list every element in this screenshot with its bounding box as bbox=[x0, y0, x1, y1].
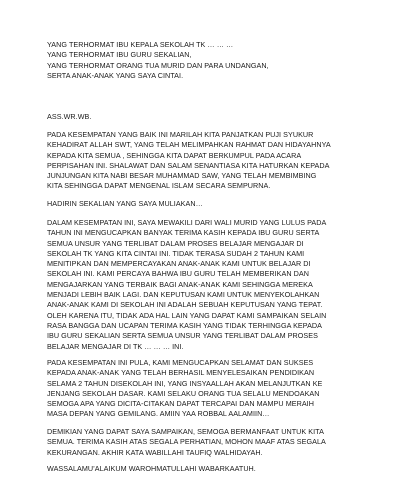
paragraph-line: SEKOLAH TK YANG KITA CINTAI INI. TIDAK TERASA SUDAH 2 TAHUN KAMI bbox=[47, 248, 305, 258]
closing-salam bbox=[47, 464, 387, 474]
paragraph-line: IBU GURU SEKALIAN SERTA SEMUA UNSUR YANG TERLIBAT DALAM PROSES bbox=[47, 331, 318, 341]
greeting-line: YANG TERHORMAT ORANG TUA MURID DAN PARA UNDANGAN, bbox=[47, 60, 269, 70]
greeting-line: YANG TERHORMAT IBU GURU SEKALIAN, bbox=[47, 50, 192, 60]
paragraph-line: ANAK-ANAK KAMI DI SEKOLAH INI ADALAH SEBUAH KEPUTUSAN YANG TEPAT. bbox=[47, 300, 323, 310]
paragraph-line: PERPISAHAN INI. SHALAWAT DAN SALAM SENANTIASA KITA HATURKAN KEPADA bbox=[47, 160, 330, 170]
greeting-block bbox=[47, 40, 387, 81]
greeting-line: SERTA ANAK-ANAK YANG SAYA CINTAI. bbox=[47, 70, 184, 80]
paragraph-line: KEKURANGAN. AKHIR KATA WABILLAHI TAUFIQ WALHIDAYAH. bbox=[47, 447, 263, 457]
paragraph-3 bbox=[47, 218, 387, 352]
paragraph-line: DALAM KESEMPATAN INI, SAYA MEWAKILI DARI WALI MURID YANG LULUS PADA bbox=[47, 218, 327, 227]
paragraph-line: SEMUA. TERIMA KASIH ATAS SEGALA PERHATIAN, MOHON MAAF ATAS SEGALA bbox=[47, 437, 326, 447]
closing-text: WASSALAMU’ALAIKUM WAROHMATULLAHI WABARKAATUH. bbox=[47, 464, 256, 473]
salam-text: ASS.WR.WB. bbox=[47, 112, 92, 121]
opening-salam bbox=[47, 112, 387, 122]
paragraph-line: SEMUA UNSUR YANG TERLIBAT DALAM PROSES BELAJAR MENGAJAR DI bbox=[47, 238, 304, 248]
paragraph-line: KEPADA KITA SEMUA , SEHINGGA KITA DAPAT BERKUMPUL PADA ACARA bbox=[47, 150, 302, 160]
paragraph-line: SEKOLAH INI. KAMI PERCAYA BAHWA IBU GURU TELAH MEMBERIKAN DAN bbox=[47, 269, 309, 279]
paragraph-line: HADIRIN SEKALIAN YANG SAYA MULIAKAN… bbox=[47, 199, 203, 208]
paragraph-line: KEHADIRAT ALLAH SWT, YANG TELAH MELIMPAHKAN RAHMAT DAN HIDAYAHNYA bbox=[47, 140, 331, 150]
paragraph-line: OLEH KARENA ITU, TIDAK ADA HAL LAIN YANG DAPAT KAMI SAMPAIKAN SELAIN bbox=[47, 310, 327, 320]
paragraph-line: MENGAJARKAN YANG TERBAIK BAGI ANAK-ANAK KAMI SEHINGGA MEREKA bbox=[47, 279, 313, 289]
paragraph-line: RASA BANGGA DAN UCAPAN TERIMA KASIH YANG TIDAK TERHINGGA KEPADA bbox=[47, 320, 323, 330]
paragraph-line: JENJANG SEKOLAH DASAR. KAMI SELAKU ORANG TUA SELALU MENDOAKAN bbox=[47, 388, 320, 398]
paragraph-line: KEPADA ANAK-ANAK YANG TELAH BERHASIL MENYELESAIKAN PENDIDIKAN bbox=[47, 368, 315, 378]
paragraph-line: MASA DEPAN YANG GEMILANG. AMIIN YAA ROBBAL AALAMIIN… bbox=[47, 409, 270, 419]
paragraph-4 bbox=[47, 358, 387, 420]
paragraph-1 bbox=[47, 130, 387, 192]
greeting-line: YANG TERHORMAT IBU KEPALA SEKOLAH TK … … … bbox=[47, 40, 234, 49]
paragraph-line: MENJADI LEBIH BAIK LAGI. DAN KEPUTUSAN KAMI UNTUK MENYEKOLAHKAN bbox=[47, 290, 320, 300]
paragraph-line: KITA SEHINGGA DAPAT MENGENAL ISLAM SECARA SEMPURNA. bbox=[47, 181, 271, 191]
paragraph-line: PADA KESEMPATAN INI PULA, KAMI MENGUCAPKAN SELAMAT DAN SUKSES bbox=[47, 358, 314, 367]
paragraph-line: SEMOGA APA YANG DICITA-CITAKAN DAPAT TERCAPAI DAN MAMPU MERAIH bbox=[47, 399, 314, 409]
paragraph-line: TAHUN INI MENGUCAPKAN BANYAK TERIMA KASIH KEPADA IBU GURU SERTA bbox=[47, 228, 320, 238]
paragraph-line: DEMIKIAN YANG DAPAT SAYA SAMPAIKAN, SEMOGA BERMANFAAT UNTUK KITA bbox=[47, 427, 324, 436]
paragraph-line: MENITIPKAN DAN MEMPERCAYAKAN ANAK-ANAK KAMI UNTUK BELAJAR DI bbox=[47, 259, 311, 269]
paragraph-line: JUNJUNGAN KITA NABI BESAR MUHAMMAD SAW, YANG TELAH MEMBIMBING bbox=[47, 171, 317, 181]
paragraph-line: PADA KESEMPATAN YANG BAIK INI MARILAH KITA PANJATKAN PUJI SYUKUR bbox=[47, 130, 314, 139]
paragraph-2 bbox=[47, 199, 387, 209]
paragraph-line: BELAJAR MENGAJAR DI TK … … … INI. bbox=[47, 341, 184, 351]
paragraph-5 bbox=[47, 427, 387, 458]
paragraph-line: SELAMA 2 TAHUN DISEKOLAH INI, YANG INSYAALLAH AKAN MELANJUTKAN KE bbox=[47, 378, 323, 388]
